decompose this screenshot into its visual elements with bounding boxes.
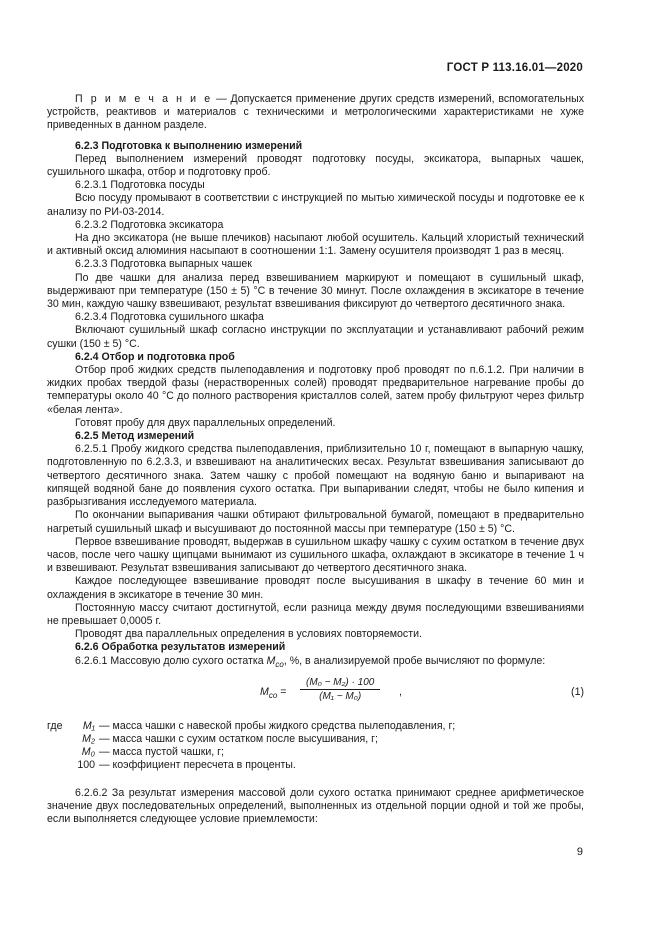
paragraph: Постоянную массу считают достигнутой, если разница между двумя последующими взвешиваниями не превышает 0,0005 г. xyxy=(47,601,584,627)
note xyxy=(47,93,584,133)
document-code-header: ГОСТ Р 113.16.01—2020 xyxy=(446,62,583,74)
definition-row xyxy=(47,733,584,746)
paragraphs xyxy=(47,140,584,655)
section-heading: 6.2.4 Отбор и подготовка проб xyxy=(75,350,235,363)
paragraph: По окончании выпаривания чашки обтирают фильтровальной бумагой, помещают в предварительно нагретый сушильный шкаф и высушивают до постоянной массы при температуре (150 ± 5) °С. xyxy=(47,509,584,535)
section-heading: 6.2.6 Обработка результатов измерений xyxy=(75,641,286,654)
paragraph: На дно эксикатора (не выше плечиков) насыпают любой осушитель. Кальций хлористый технический и активный оксид алюминия насыпают в соотношении 1:1. Замену осушителя производят 1 раз в месяц. xyxy=(47,232,584,258)
page-number: 9 xyxy=(576,846,583,858)
definition-row xyxy=(47,720,584,733)
where-prefix: где xyxy=(47,719,63,732)
formula-lhs: $M_{со}$ = xyxy=(260,685,287,700)
note-text: — Допускается применение других средств измерений, вспомогательных устройств, реактивов и материалов с техническими и метрологическими характеристиками не хуже приведенных в данном разделе. xyxy=(47,93,584,132)
formula-intro-tail: , %, в анализируемой пробе вычисляют по формуле: xyxy=(283,654,546,667)
final-paragraph: 6.2.6.2 За результат измерения массовой доли сухого остатка принимают среднее арифметическое значение двух последовательных определений, выполненных из отдельной порции одной и той же пробы, если выполняется следующее условие приемлемости: xyxy=(47,786,584,825)
formula-numerator: (M₀ − M₂) · 100 xyxy=(300,676,380,690)
paragraph: Первое взвешивание проводят, выдержав в сушильном шкафу чашку с сухим остатком в течение двух часов, после чего чашку щипцами вынимают из сушильного шкафа, охлаждают в эксикаторе в течение 1 ч и взвешивают. Результат взвешивания записывают до четвертого десятичного знака. xyxy=(47,535,584,575)
definition-symbol: M₁ xyxy=(82,719,95,732)
paragraph: 6.2.5.1 Пробу жидкого средства пылеподавления, приблизительно 10 г, помещают в выпарную чашку, подготовленную по 6.2.3.3, и взвешивают на аналитических весах. Результат взвешивания записывают до четвертого десятичного знака. Затем чашку с пробой помещают на водяную баню и выпаривают на кипящей водяной бане до появления сухого остатка. При выпаривании следят, чтобы не было кипения и разбрызгивания исследуемого материала. xyxy=(47,443,584,509)
paragraph: Проводят два параллельных определения в условиях повторяемости. xyxy=(75,628,422,641)
formula-intro-text: 6.2.6.1 Массовую долю сухого остатка xyxy=(75,654,267,667)
variable-definitions xyxy=(47,720,584,773)
definition-symbol: M₂ xyxy=(82,732,95,745)
paragraph: Включают сушильный шкаф согласно инструкции по эксплуатации и устанавливают рабочий режим сушки (150 ± 5) °С. xyxy=(47,324,584,350)
definition-symbol: M₀ xyxy=(81,746,95,759)
formula-intro-symbol-sub: со xyxy=(275,659,284,669)
paragraph: Всю посуду промывают в соответствии с инструкцией по мытью химической посуды и подготовке ее к анализу по РИ-03-2014. xyxy=(47,192,584,218)
paragraph: 6.2.3.3 Подготовка выпарных чашек xyxy=(75,258,252,271)
paragraph: Перед выполнением измерений проводят подготовку посуды, эксикатора, выпарных чашек, сушильного шкафа, отбор и подготовку проб. xyxy=(47,152,584,179)
paragraph: 6.2.3.2 Подготовка эксикатора xyxy=(75,218,224,231)
formula xyxy=(47,672,584,714)
paragraph: 6.2.3.4 Подготовка сушильного шкафа xyxy=(75,311,264,324)
formula-number: (1) xyxy=(571,685,584,698)
document-body xyxy=(47,93,584,826)
definition-symbol: 100 xyxy=(77,759,95,772)
definition-text: — масса чашки с сухим остатком после высушивания, г; xyxy=(99,732,378,745)
definition-text: — коэффициент пересчета в проценты. xyxy=(99,759,296,772)
paragraph: По две чашки для анализа перед взвешиванием маркируют и помещают в сушильный шкаф, выдерживают при температуре (150 ± 5) °С в течение 30 минут. После охлаждения в эксикаторе в течение 30 мин, каждую чашку взвешивают, результат взвешивания фиксируют до четвертого десятичного знака. xyxy=(47,271,584,311)
paragraph: Готовят пробу для двух параллельных определений. xyxy=(75,416,336,429)
formula-comma: , xyxy=(399,685,402,698)
formula-intro xyxy=(47,655,584,668)
section-heading: 6.2.3 Подготовка к выполнению измерений xyxy=(75,139,303,152)
formula-denominator: (M₁ − M₀) xyxy=(319,690,362,702)
definition-text: — масса чашки с навеской пробы жидкого средства пылеподавления, г; xyxy=(99,719,456,732)
formula-intro-symbol: M xyxy=(266,654,276,667)
paragraph: Каждое последующее взвешивание проводят после высушивания в шкафу в течение 60 мин и охлаждения в эксикаторе в течение 30 мин. xyxy=(47,575,584,601)
note-label: П р и м е ч а н и е xyxy=(75,93,213,105)
paragraph: 6.2.3.1 Подготовка посуды xyxy=(75,179,205,192)
definition-row xyxy=(47,759,584,772)
definition-text: — масса пустой чашки, г; xyxy=(99,746,224,759)
paragraph: Отбор проб жидких средств пылеподавления и подготовку проб проводят по п.6.1.2. При наличии в жидких пробах твердой фазы (нерастворенных солей) проводят предварительное нагревание пробы до температуры около 40 °С до полного растворения кристаллов солей, затем пробу фильтруют через фильтр «белая лента». xyxy=(47,364,584,416)
definition-row xyxy=(47,746,584,759)
formula-fraction xyxy=(300,676,380,703)
section-heading: 6.2.5 Метод измерений xyxy=(75,430,195,443)
